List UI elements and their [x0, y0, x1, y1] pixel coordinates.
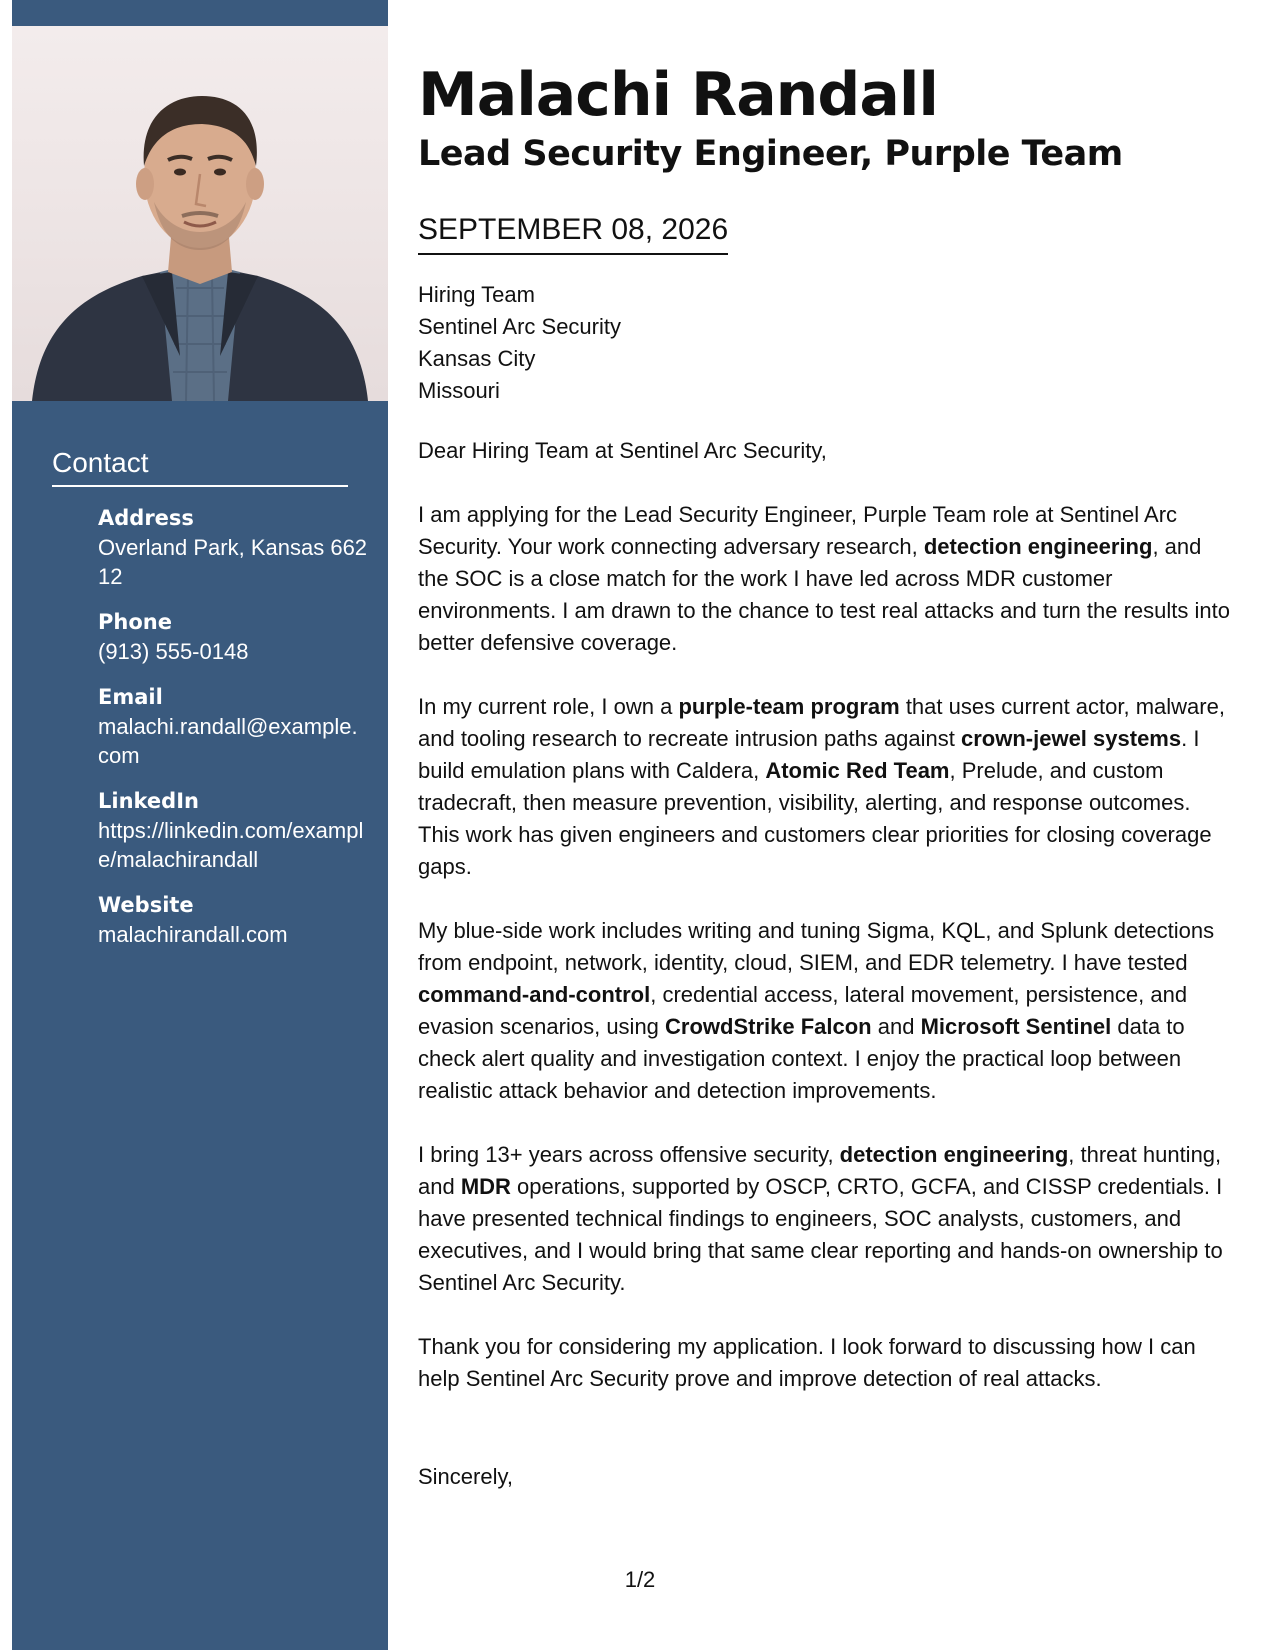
bold-phrase: MDR — [460, 1174, 511, 1199]
letter-paragraph — [418, 915, 1233, 1107]
paragraph-text: and — [871, 1014, 921, 1039]
contact-linkedin-link[interactable]: https://linkedin.com/example/malachirandall — [98, 818, 364, 872]
contact-email-link[interactable]: malachi.randall@example.com — [98, 714, 358, 768]
applicant-name: Malachi Randall — [418, 60, 938, 130]
paragraph-text: . I build emulation plans with Caldera, — [418, 726, 1200, 783]
letter-paragraph — [418, 1331, 1233, 1395]
contact-address-value: Overland Park, Kansas 66212 — [98, 535, 368, 589]
contact-list — [98, 503, 368, 965]
recipient-line: Kansas City — [418, 346, 536, 371]
paragraph-text: that uses current actor, malware, and tooling research to recreate intrusion paths against — [418, 694, 1225, 751]
sidebar — [12, 0, 388, 1650]
paragraph-text: Thank you for considering my application. I look forward to discussing how I can help Sentinel Arc Security prove and improve detection of real attacks. — [418, 1334, 1196, 1391]
recipient-block — [418, 279, 621, 407]
contact-phone — [98, 607, 368, 666]
paragraph-text: I bring 13+ years across offensive security, — [418, 1142, 840, 1167]
bold-phrase: Atomic Red Team — [765, 758, 950, 783]
recipient-line: Hiring Team — [418, 282, 535, 307]
contact-website-link[interactable]: malachirandall.com — [98, 922, 288, 947]
letter-paragraph — [418, 499, 1233, 659]
recipient-line: Missouri — [418, 378, 500, 403]
contact-phone-value[interactable]: (913) 555-0148 — [98, 639, 249, 664]
contact-email — [98, 682, 368, 770]
contact-email-label: Email — [98, 685, 163, 709]
bold-phrase: crown-jewel systems — [961, 726, 1182, 751]
contact-website — [98, 890, 368, 949]
sidebar-top-band — [12, 0, 388, 26]
paragraph-text: In my current role, I own a — [418, 694, 679, 719]
contact-website-label: Website — [98, 893, 194, 917]
contact-address — [98, 503, 368, 591]
paragraph-text: , Prelude, and custom tradecraft, then measure prevention, visibility, alerting, and response outcomes. This work has given engineers and customers clear priorities for closing coverage gaps. — [418, 758, 1212, 879]
contact-heading: Contact — [52, 447, 348, 487]
applicant-job-title: Lead Security Engineer, Purple Team — [418, 134, 1123, 174]
paragraph-text: data to check alert quality and investigation context. I enjoy the practical loop between realistic attack behavior and detection improvements. — [418, 1014, 1185, 1103]
bold-phrase: CrowdStrike Falcon — [665, 1014, 872, 1039]
bold-phrase: detection engineering — [923, 534, 1153, 559]
page-number: 1/2 — [624, 1567, 656, 1592]
paragraph-text: operations, supported by OSCP, CRTO, GCFA, and CISSP credentials. I have presented technical findings to engineers, SOC analysts, customers, and executives, and I would bring that same clear reporting and hands-on ownership to Sentinel Arc Security. — [418, 1174, 1223, 1295]
bold-phrase: Microsoft Sentinel — [920, 1014, 1112, 1039]
letter-date: SEPTEMBER 08, 2026 — [418, 211, 728, 255]
bold-phrase: purple-team program — [678, 694, 900, 719]
recipient-line: Sentinel Arc Security — [418, 314, 621, 339]
profile-photo — [12, 26, 388, 401]
bold-phrase: command-and-control — [418, 982, 651, 1007]
paragraph-text: My blue-side work includes writing and tuning Sigma, KQL, and Splunk detections from endpoint, network, identity, cloud, SIEM, and EDR telemetry. I have tested — [418, 918, 1215, 975]
letter-paragraph — [418, 1139, 1233, 1299]
salutation: Dear Hiring Team at Sentinel Arc Security, — [418, 438, 827, 463]
signoff: Sincerely, — [418, 1464, 513, 1489]
paragraph-text: I am applying for the Lead Security Engineer, Purple Team role at Sentinel Arc Security. Your work connecting adversary research, — [418, 502, 1178, 559]
contact-address-label: Address — [98, 506, 194, 530]
paragraph-text: , credential access, lateral movement, persistence, and evasion scenarios, using — [418, 982, 1188, 1039]
contact-linkedin-label: LinkedIn — [98, 789, 199, 813]
paragraph-text: , threat hunting, and — [418, 1142, 1222, 1199]
paragraph-text: , and the SOC is a close match for the work I have led across MDR customer environments. I am drawn to the chance to test real attacks and turn the results into better defensive coverage. — [418, 534, 1230, 655]
letter-paragraph — [418, 691, 1233, 883]
contact-phone-label: Phone — [98, 610, 172, 634]
bold-phrase: detection engineering — [839, 1142, 1069, 1167]
contact-linkedin — [98, 786, 368, 874]
